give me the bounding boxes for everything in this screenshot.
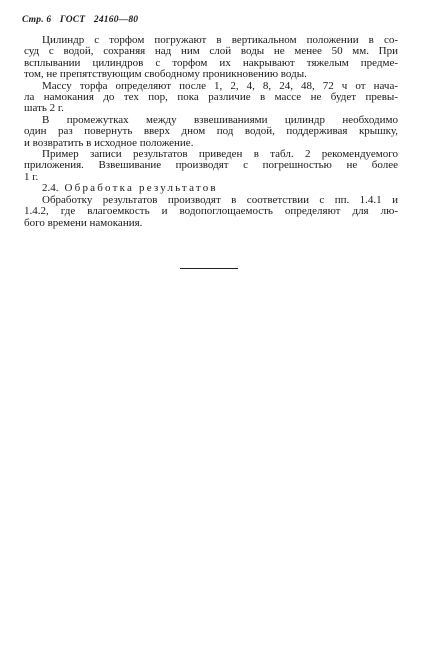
section-title: Обработка результатов (64, 182, 218, 195)
text-line: суд с водой, сохраняя над ним слой воды не менее 50 мм. При (24, 45, 398, 58)
text-line: Обработку результатов производят в соответствии с пп. 1.4.1 и (42, 193, 398, 206)
text-line: Массу торфа определяют после 1, 2, 4, 8, 24, 48, 72 ч от нача- (42, 79, 398, 92)
text-line: шать 2 г. (24, 102, 64, 115)
text-line: том, не препятствующим свободному проникновению воды. (24, 68, 307, 81)
text-line: и возвратить в исходное положение. (24, 136, 194, 149)
section-heading (24, 183, 398, 194)
end-divider (180, 268, 238, 269)
page-header (22, 15, 144, 25)
paragraph-example (24, 149, 398, 183)
standard-label: ГОСТ (59, 15, 86, 25)
paragraph-mass (24, 81, 398, 115)
text-line: Пример записи результатов приведен в табл. 2 рекомендуемого (42, 148, 398, 161)
section-number: 2.4. (42, 182, 59, 195)
text-line: всплывании цилиндров с торфом их накрывают тяжелым предме- (24, 56, 398, 69)
text-line: бого времени намокания. (24, 216, 143, 229)
text-line: 1.4.2, где влагоемкость и водопоглощаемость определяют для лю- (24, 205, 398, 218)
page-number: Стр. 6 (22, 15, 52, 25)
document-body (24, 35, 398, 229)
paragraph-processing (24, 195, 398, 229)
text-line: ла намокания до тех пор, пока различие в массе не будет превы- (24, 91, 398, 104)
text-line: Цилиндр с торфом погружают в вертикальном положении в со- (42, 34, 398, 46)
text-line: В промежутках между взвешиваниями цилиндр необходимо (42, 113, 398, 126)
text-line: приложения. Взвешивание производят с погрешностью не более (24, 159, 398, 172)
paragraph-rotation (24, 115, 398, 149)
paragraph-immersion (24, 35, 398, 81)
standard-number: 24160—80 (93, 15, 139, 25)
text-line: один раз повернуть вверх дном под водой, поддерживая крышку, (24, 125, 398, 138)
text-line: 1 г. (24, 170, 39, 183)
